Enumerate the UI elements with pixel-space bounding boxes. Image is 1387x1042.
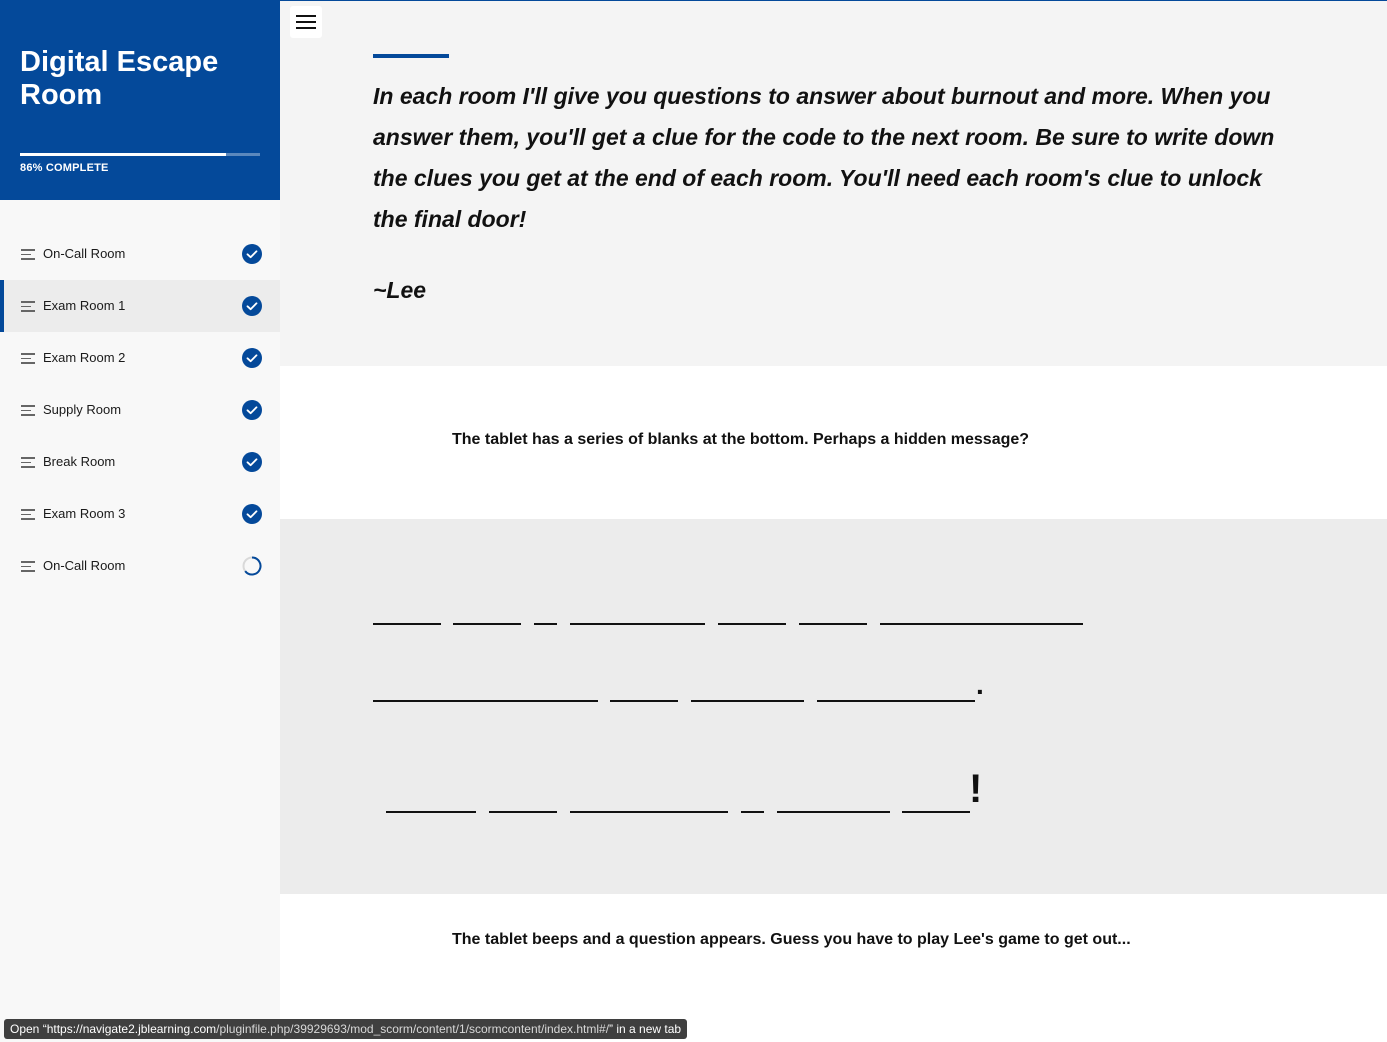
blank-line xyxy=(534,623,557,625)
blank-line xyxy=(799,623,867,625)
lesson-nav xyxy=(0,228,280,592)
nav-item-exam-room-2[interactable] xyxy=(0,332,280,384)
blank-line xyxy=(373,700,598,702)
nav-item-label: Break Room xyxy=(43,454,116,469)
blank-line xyxy=(386,811,476,813)
intro-quote: In each room I'll give you questions to answer about burnout and more. When you answer them, you'll get a clue for the code to the next room. Be sure to write down the clues you get at the end of each room. You'll need each room's clue to unlock the final door! xyxy=(373,83,1275,232)
status-prefix: Open “ xyxy=(10,1022,47,1036)
status-suffix: ” in a new tab xyxy=(609,1022,682,1036)
sidebar xyxy=(0,0,280,1042)
blank-line xyxy=(489,811,557,813)
question-prompt: The tablet beeps and a question appears. Guess you have to play Lee's game to get out... xyxy=(452,931,1131,948)
top-border xyxy=(280,0,1387,1)
blank-line xyxy=(373,623,441,625)
blank-line xyxy=(741,811,764,813)
lesson-lines-icon xyxy=(21,457,35,468)
link-status-tooltip xyxy=(4,1019,687,1039)
nav-item-on-call-room-final[interactable] xyxy=(0,540,280,592)
blank-line xyxy=(570,623,705,625)
check-circle-icon xyxy=(242,296,262,316)
nav-item-on-call-room[interactable] xyxy=(0,228,280,280)
nav-item-label: Exam Room 3 xyxy=(43,506,126,521)
blank-line xyxy=(880,623,1083,625)
course-progress-fill xyxy=(20,153,226,156)
lesson-lines-icon xyxy=(21,561,35,572)
blank-exclamation: ! xyxy=(969,767,983,811)
intro-section xyxy=(280,1,1387,366)
nav-item-label: On-Call Room xyxy=(43,246,126,261)
course-header xyxy=(0,0,280,200)
nav-item-label: Supply Room xyxy=(43,402,122,417)
blank-line xyxy=(718,623,786,625)
blank-line xyxy=(570,811,728,813)
check-circle-icon xyxy=(242,348,262,368)
check-circle-icon xyxy=(242,400,262,420)
check-circle-icon xyxy=(242,452,262,472)
progress-ring-icon xyxy=(242,556,262,576)
blank-line xyxy=(453,623,521,625)
check-circle-icon xyxy=(242,244,262,264)
nav-item-label: Exam Room 1 xyxy=(43,298,126,313)
blank-line xyxy=(817,700,975,702)
lesson-lines-icon xyxy=(21,249,35,260)
course-progress-bar xyxy=(20,153,260,156)
accent-divider xyxy=(373,54,449,58)
course-title: Digital Escape Room xyxy=(20,46,219,111)
check-circle-icon xyxy=(242,504,262,524)
nav-item-label: On-Call Room xyxy=(43,558,126,573)
blank-period: . xyxy=(976,669,984,700)
blank-line xyxy=(610,700,678,702)
lesson-lines-icon xyxy=(21,301,35,312)
nav-item-supply-room[interactable] xyxy=(0,384,280,436)
hidden-message-blanks xyxy=(280,519,1387,894)
lesson-content xyxy=(280,0,1387,1042)
status-path: /pluginfile.php/39929693/mod_scorm/content/1/scormcontent/index.html#/ xyxy=(216,1022,610,1036)
blank-line xyxy=(777,811,890,813)
quote-signature: ~Lee xyxy=(373,277,427,303)
nav-item-break-room[interactable] xyxy=(0,436,280,488)
prompt-section xyxy=(280,366,1387,519)
tablet-prompt: The tablet has a series of blanks at the bottom. Perhaps a hidden message? xyxy=(452,431,1030,448)
menu-toggle-button[interactable] xyxy=(290,6,322,38)
lesson-lines-icon xyxy=(21,509,35,520)
course-progress-label: 86% COMPLETE xyxy=(20,162,109,174)
lesson-lines-icon xyxy=(21,405,35,416)
status-host: https://navigate2.jblearning.com xyxy=(46,1022,217,1036)
blank-line xyxy=(691,700,804,702)
blank-line xyxy=(902,811,970,813)
nav-item-exam-room-3[interactable] xyxy=(0,488,280,540)
nav-item-label: Exam Room 2 xyxy=(43,350,126,365)
lesson-lines-icon xyxy=(21,353,35,364)
nav-item-exam-room-1[interactable] xyxy=(0,280,280,332)
